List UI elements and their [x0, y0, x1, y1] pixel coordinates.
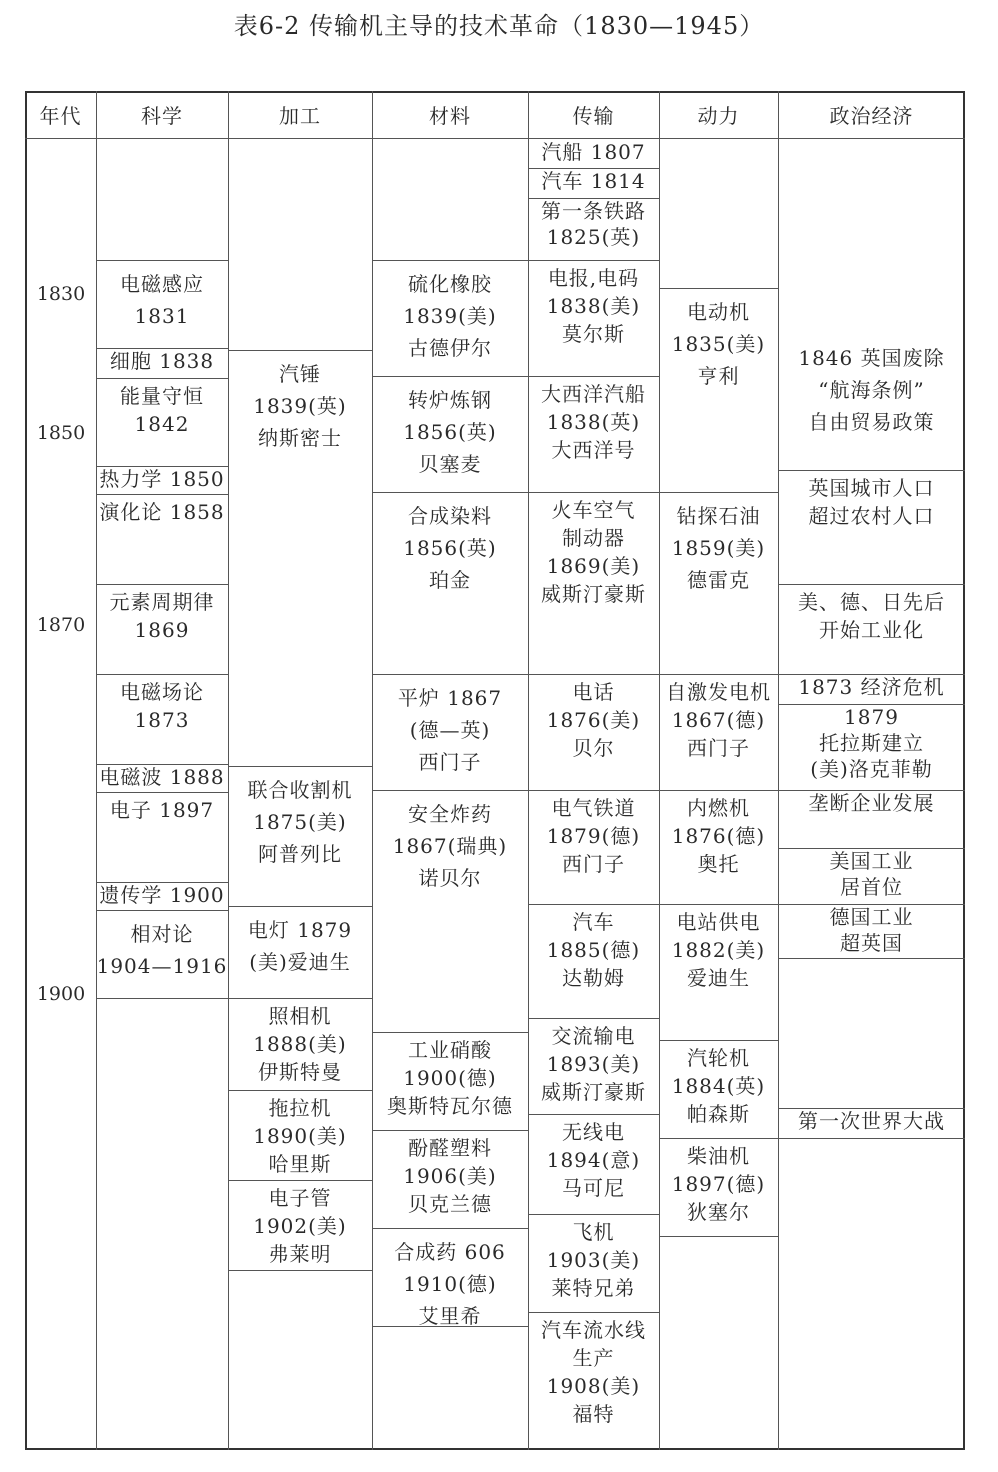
materials-line: 1900(德) [403, 1066, 497, 1090]
materials-line: 1839(美) [403, 304, 497, 328]
transport-line: 制动器 [562, 526, 625, 550]
transport-line: 飞机 [572, 1220, 615, 1244]
science-line: 元素周期律 [109, 590, 215, 614]
power-line: 帕森斯 [687, 1102, 750, 1126]
science-cell [96, 348, 228, 378]
year-label: 1900 [36, 983, 86, 1005]
transport-cell [528, 139, 659, 168]
power-line: 奥托 [697, 852, 740, 876]
politics-line: 超过农村人口 [808, 504, 935, 528]
science-cell [96, 792, 228, 882]
materials-cell [372, 1228, 528, 1326]
science-line: 电磁波 1888 [99, 765, 225, 789]
power-line: 西门子 [687, 736, 750, 760]
materials-line: 1906(美) [403, 1164, 497, 1188]
transport-line: 威斯汀豪斯 [541, 582, 646, 606]
processing-line: 1902(美) [253, 1214, 347, 1238]
transport-line: 莱特兄弟 [551, 1276, 636, 1300]
science-cell [96, 260, 228, 348]
power-line: 电站供电 [676, 910, 761, 934]
row-divider [778, 958, 965, 959]
politics-cell [778, 790, 965, 848]
transport-line: 大西洋号 [551, 438, 636, 462]
power-line: 电动机 [687, 300, 750, 324]
politics-line: 德国工业 [829, 905, 914, 929]
processing-line: 1890(美) [253, 1124, 347, 1148]
materials-line: 平炉 1867 [397, 686, 503, 710]
power-cell [659, 790, 778, 904]
science-line: 演化论 1858 [99, 500, 225, 524]
processing-line: 电子管 [268, 1186, 332, 1210]
politics-cell [778, 848, 965, 904]
transport-line: 生产 [572, 1346, 615, 1370]
transport-cell [528, 492, 659, 674]
politics-line: 开始工业化 [819, 618, 924, 642]
power-line: 钻探石油 [676, 504, 761, 528]
materials-line: 贝克兰德 [408, 1192, 492, 1216]
power-line: 内燃机 [687, 796, 750, 820]
science-line: 1904—1916 [96, 954, 228, 978]
materials-line: 酚醛塑料 [408, 1136, 492, 1160]
science-line: 1869 [134, 618, 190, 642]
materials-cell [372, 376, 528, 492]
materials-line: 诺贝尔 [418, 866, 482, 890]
transport-line: 莫尔斯 [562, 322, 625, 346]
power-line: 1859(美) [671, 536, 766, 560]
power-cell [659, 674, 778, 790]
politics-line: 垄断企业发展 [808, 791, 935, 815]
materials-line: 工业硝酸 [408, 1038, 492, 1062]
row-divider [659, 1236, 778, 1237]
transport-cell [528, 1214, 659, 1312]
politics-line: 1873 经济危机 [798, 675, 945, 699]
science-cell [96, 378, 228, 466]
materials-line: 合成染料 [408, 504, 492, 528]
transport-line: 1838(美) [546, 294, 641, 318]
materials-cell [372, 492, 528, 674]
year-label: 1830 [36, 283, 86, 305]
transport-cell [528, 1018, 659, 1114]
transport-line: 1908(美) [546, 1374, 641, 1398]
transport-line: 1869(美) [546, 554, 641, 578]
transport-line: 电气铁道 [551, 796, 636, 820]
politics-line: 超英国 [840, 931, 903, 955]
science-cell [96, 882, 228, 910]
power-line: 1835(美) [671, 332, 766, 356]
transport-line: 1879(德) [546, 824, 641, 848]
transport-line: 大西洋汽船 [541, 382, 646, 406]
politics-line: 自由贸易政策 [808, 410, 935, 434]
politics-line: 美、德、日先后 [798, 590, 945, 614]
processing-line: 哈里斯 [268, 1152, 332, 1176]
materials-cell [372, 674, 528, 790]
column-header: 加工 [279, 104, 321, 128]
processing-cell [228, 998, 372, 1090]
transport-line: 电报,电码 [547, 266, 640, 290]
politics-line: 第一次世界大战 [798, 1109, 945, 1133]
row-divider [96, 998, 228, 999]
processing-cell [228, 1180, 372, 1270]
power-line: 柴油机 [687, 1144, 750, 1168]
column-header: 动力 [697, 104, 740, 128]
transport-cell [528, 198, 659, 260]
processing-line: 拖拉机 [268, 1096, 332, 1120]
transport-line: 1838(英) [546, 410, 641, 434]
processing-line: 伊斯特曼 [258, 1060, 342, 1084]
transport-line: 汽车 [572, 910, 615, 934]
power-line: 汽轮机 [687, 1046, 750, 1070]
power-cell [659, 1138, 778, 1236]
processing-line: 1839(英) [253, 394, 347, 418]
transport-line: 福特 [572, 1402, 615, 1426]
politics-line: 托拉斯建立 [819, 731, 924, 755]
science-line: 热力学 1850 [99, 467, 225, 491]
transport-line: 1825(英) [546, 225, 641, 249]
politics-cell [778, 904, 965, 958]
politics-line: 1846 英国废除 [798, 346, 945, 370]
transport-line: 汽车 1814 [541, 169, 646, 193]
science-cell [96, 466, 228, 494]
row-divider [228, 1270, 372, 1271]
power-cell [659, 1040, 778, 1138]
processing-line: 1875(美) [253, 810, 347, 834]
politics-line: 居首位 [840, 875, 903, 899]
power-cell [659, 492, 778, 674]
science-line: 细胞 1838 [109, 349, 215, 373]
materials-line: (德—英) [409, 718, 491, 742]
materials-line: 1856(英) [403, 420, 497, 444]
power-line: 1884(英) [671, 1074, 766, 1098]
power-line: 自激发电机 [666, 680, 771, 704]
column-header: 科学 [141, 104, 183, 128]
transport-line: 第一条铁路 [541, 199, 646, 223]
science-line: 1831 [134, 304, 190, 328]
politics-line: “航海条例” [818, 378, 925, 402]
transport-line: 汽车流水线 [541, 1318, 646, 1342]
politics-line: 美国工业 [829, 849, 914, 873]
materials-cell [372, 260, 528, 376]
power-line: 狄塞尔 [687, 1200, 750, 1224]
transport-cell [528, 168, 659, 198]
processing-cell [228, 906, 372, 998]
science-line: 相对论 [130, 922, 194, 946]
transport-line: 1876(美) [546, 708, 641, 732]
materials-line: 安全炸药 [408, 802, 492, 826]
column-header: 政治经济 [829, 104, 914, 128]
transport-cell [528, 1114, 659, 1214]
power-line: 1882(美) [671, 938, 766, 962]
processing-cell [228, 350, 372, 766]
materials-line: 珀金 [429, 568, 471, 592]
science-cell [96, 910, 228, 998]
year-label: 1850 [36, 422, 86, 444]
column-header: 年代 [39, 104, 82, 128]
processing-line: 电灯 1879 [247, 918, 353, 942]
science-cell [96, 584, 228, 674]
transport-cell [528, 1312, 659, 1450]
transport-line: 威斯汀豪斯 [541, 1080, 646, 1104]
transport-line: 1894(意) [546, 1148, 641, 1172]
year-label: 1870 [36, 614, 86, 636]
column-header: 传输 [572, 104, 615, 128]
transport-cell [528, 790, 659, 904]
politics-cell [778, 674, 965, 704]
processing-line: 联合收割机 [247, 778, 353, 802]
transport-line: 汽船 1807 [541, 140, 646, 164]
materials-line: 硫化橡胶 [408, 272, 492, 296]
power-line: 1897(德) [671, 1172, 766, 1196]
politics-cell [778, 584, 965, 674]
materials-line: 西门子 [418, 750, 482, 774]
column-header: 材料 [429, 104, 471, 128]
science-cell [96, 494, 228, 584]
materials-cell [372, 1032, 528, 1130]
science-line: 1873 [134, 708, 190, 732]
materials-line: 1867(瑞典) [392, 834, 508, 858]
power-line: 爱迪生 [687, 966, 750, 990]
power-line: 德雷克 [687, 568, 750, 592]
science-line: 遗传学 1900 [99, 883, 225, 907]
science-cell [96, 674, 228, 764]
processing-line: 阿普列比 [258, 842, 342, 866]
power-line: 亨利 [697, 364, 740, 388]
transport-line: 无线电 [562, 1120, 625, 1144]
science-line: 1842 [134, 412, 190, 436]
transport-line: 1893(美) [546, 1052, 641, 1076]
transport-cell [528, 674, 659, 790]
transport-cell [528, 376, 659, 492]
power-cell [659, 288, 778, 492]
transport-line: 交流输电 [551, 1024, 636, 1048]
transport-line: 1903(美) [546, 1248, 641, 1272]
politics-line: (美)洛克菲勒 [810, 757, 933, 781]
materials-cell [372, 790, 528, 1032]
processing-line: (美)爱迪生 [249, 950, 351, 974]
power-line: 1867(德) [671, 708, 766, 732]
science-line: 电磁感应 [120, 272, 204, 296]
materials-line: 1856(英) [403, 536, 497, 560]
science-line: 电子 1897 [109, 798, 215, 822]
processing-line: 汽锤 [279, 362, 321, 386]
transport-line: 1885(德) [546, 938, 641, 962]
materials-line: 贝塞麦 [418, 452, 482, 476]
table-title: 表6-2 传输机主导的技术革命（1830—1945） [233, 12, 765, 40]
power-line: 1876(德) [671, 824, 766, 848]
materials-line: 古德伊尔 [408, 336, 492, 360]
transport-cell [528, 904, 659, 1018]
politics-cell [778, 704, 965, 790]
processing-line: 1888(美) [253, 1032, 347, 1056]
materials-line: 奥斯特瓦尔德 [387, 1094, 513, 1118]
science-cell [96, 764, 228, 792]
materials-line: 转炉炼钢 [408, 388, 492, 412]
science-line: 能量守恒 [120, 384, 204, 408]
processing-line: 照相机 [268, 1004, 332, 1028]
processing-cell [228, 1090, 372, 1180]
materials-line: 合成药 606 [394, 1240, 506, 1264]
transport-line: 电话 [572, 680, 615, 704]
processing-cell [228, 766, 372, 906]
materials-line: 艾里希 [418, 1304, 482, 1328]
politics-line: 1879 [844, 705, 899, 729]
materials-cell [372, 1130, 528, 1228]
transport-line: 达勒姆 [562, 966, 625, 990]
row-divider [778, 1138, 965, 1139]
processing-line: 弗莱明 [268, 1242, 332, 1266]
transport-line: 马可尼 [562, 1176, 625, 1200]
processing-line: 纳斯密士 [258, 426, 342, 450]
power-cell [659, 904, 778, 1040]
row-divider [25, 138, 965, 139]
materials-line: 1910(德) [403, 1272, 497, 1296]
science-line: 电磁场论 [120, 680, 204, 704]
transport-line: 火车空气 [551, 498, 636, 522]
transport-line: 西门子 [562, 852, 625, 876]
politics-cell [778, 1108, 965, 1138]
politics-line: 英国城市人口 [808, 476, 935, 500]
politics-cell [778, 470, 965, 584]
transport-cell [528, 260, 659, 376]
transport-line: 贝尔 [572, 736, 615, 760]
politics-cell [778, 334, 965, 470]
